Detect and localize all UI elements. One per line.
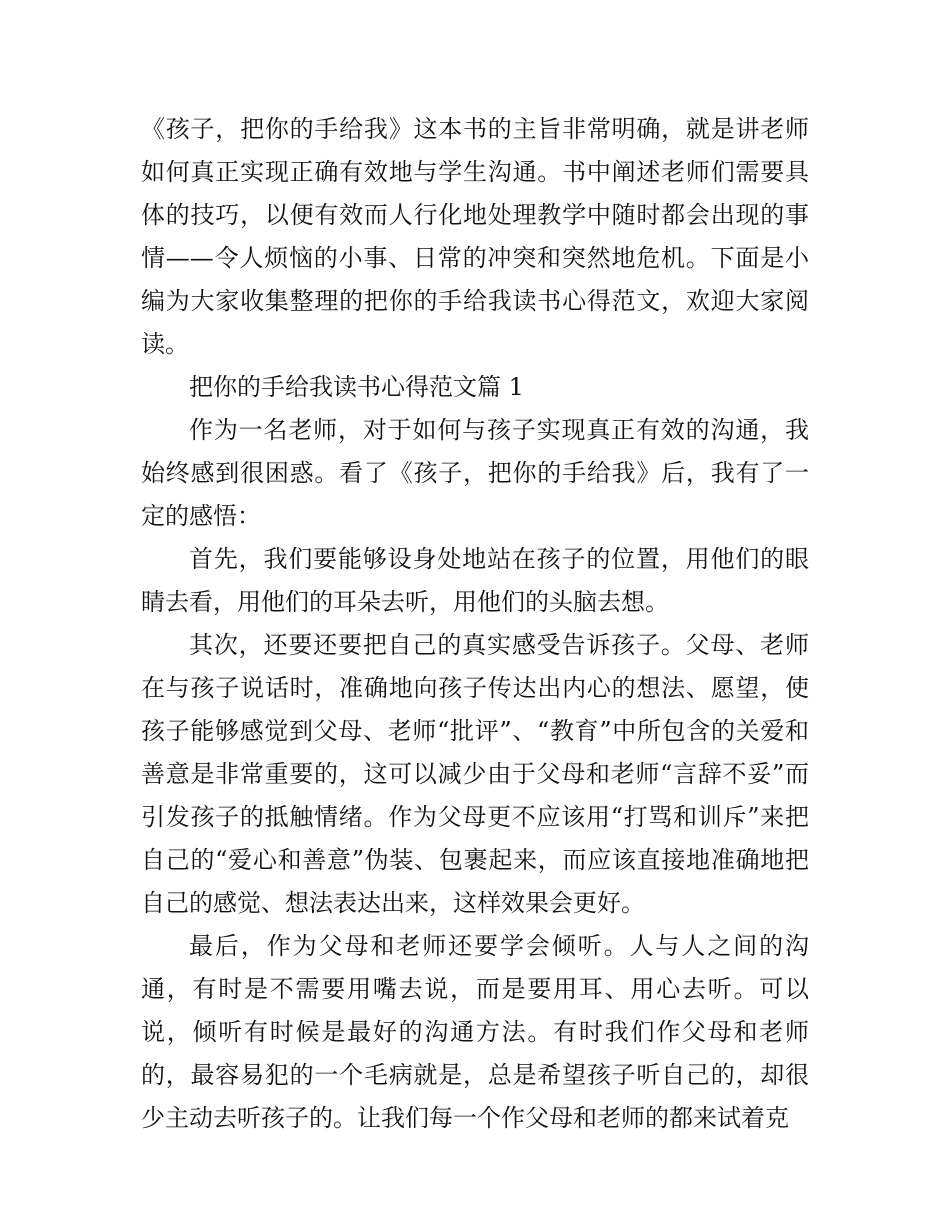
body-paragraph-2: 首先，我们要能够设身处地站在孩子的位置，用他们的眼睛去看，用他们的耳朵去听，用他们的头脑去想。: [141, 545, 809, 616]
intro-paragraph: 《孩子，把你的手给我》这本书的主旨非常明确，就是讲老师如何真正实现正确有效地与学生沟通。书中阐述老师们需要具体的技巧，以便有效而人行化地处理教学中随时都会出现的事情——令人烦恼的小事、日常的冲突和突然地危机。下面是小编为大家收集整理的把你的手给我读书心得范文，欢迎大家阅读。: [141, 115, 809, 358]
section-title: 把你的手给我读书心得范文篇 1: [189, 373, 524, 401]
body-paragraph-4: 最后，作为父母和老师还要学会倾听。人与人之间的沟通，有时是不需要用嘴去说，而是要用耳、用心去听。可以说，倾听有时候是最好的沟通方法。有时我们作父母和老师的，最容易犯的一个毛病就是，总是希望孩子听自己的，却很少主动去听孩子的。让我们每一个作父母和老师的都来试着克: [141, 932, 809, 1132]
body-paragraph-1: 作为一名老师，对于如何与孩子实现真正有效的沟通，我始终感到很困惑。看了《孩子，把你的手给我》后，我有了一定的感悟：: [141, 416, 809, 530]
document-body: [141, 108, 809, 1140]
body-paragraph-3: 其次，还要还要把自己的真实感受告诉孩子。父母、老师在与孩子说话时，准确地向孩子传达出内心的想法、愿望，使孩子能够感觉到父母、老师“批评”、“教育”中所包含的关爱和善意是非常重要的，这可以减少由于父母和老师“言辞不妥”而引发孩子的抵触情绪。作为父母更不应该用“打骂和训斥”来把自己的“爱心和善意”伪装、包裹起来，而应该直接地准确地把自己的感觉、想法表达出来，这样效果会更好。: [141, 631, 809, 917]
